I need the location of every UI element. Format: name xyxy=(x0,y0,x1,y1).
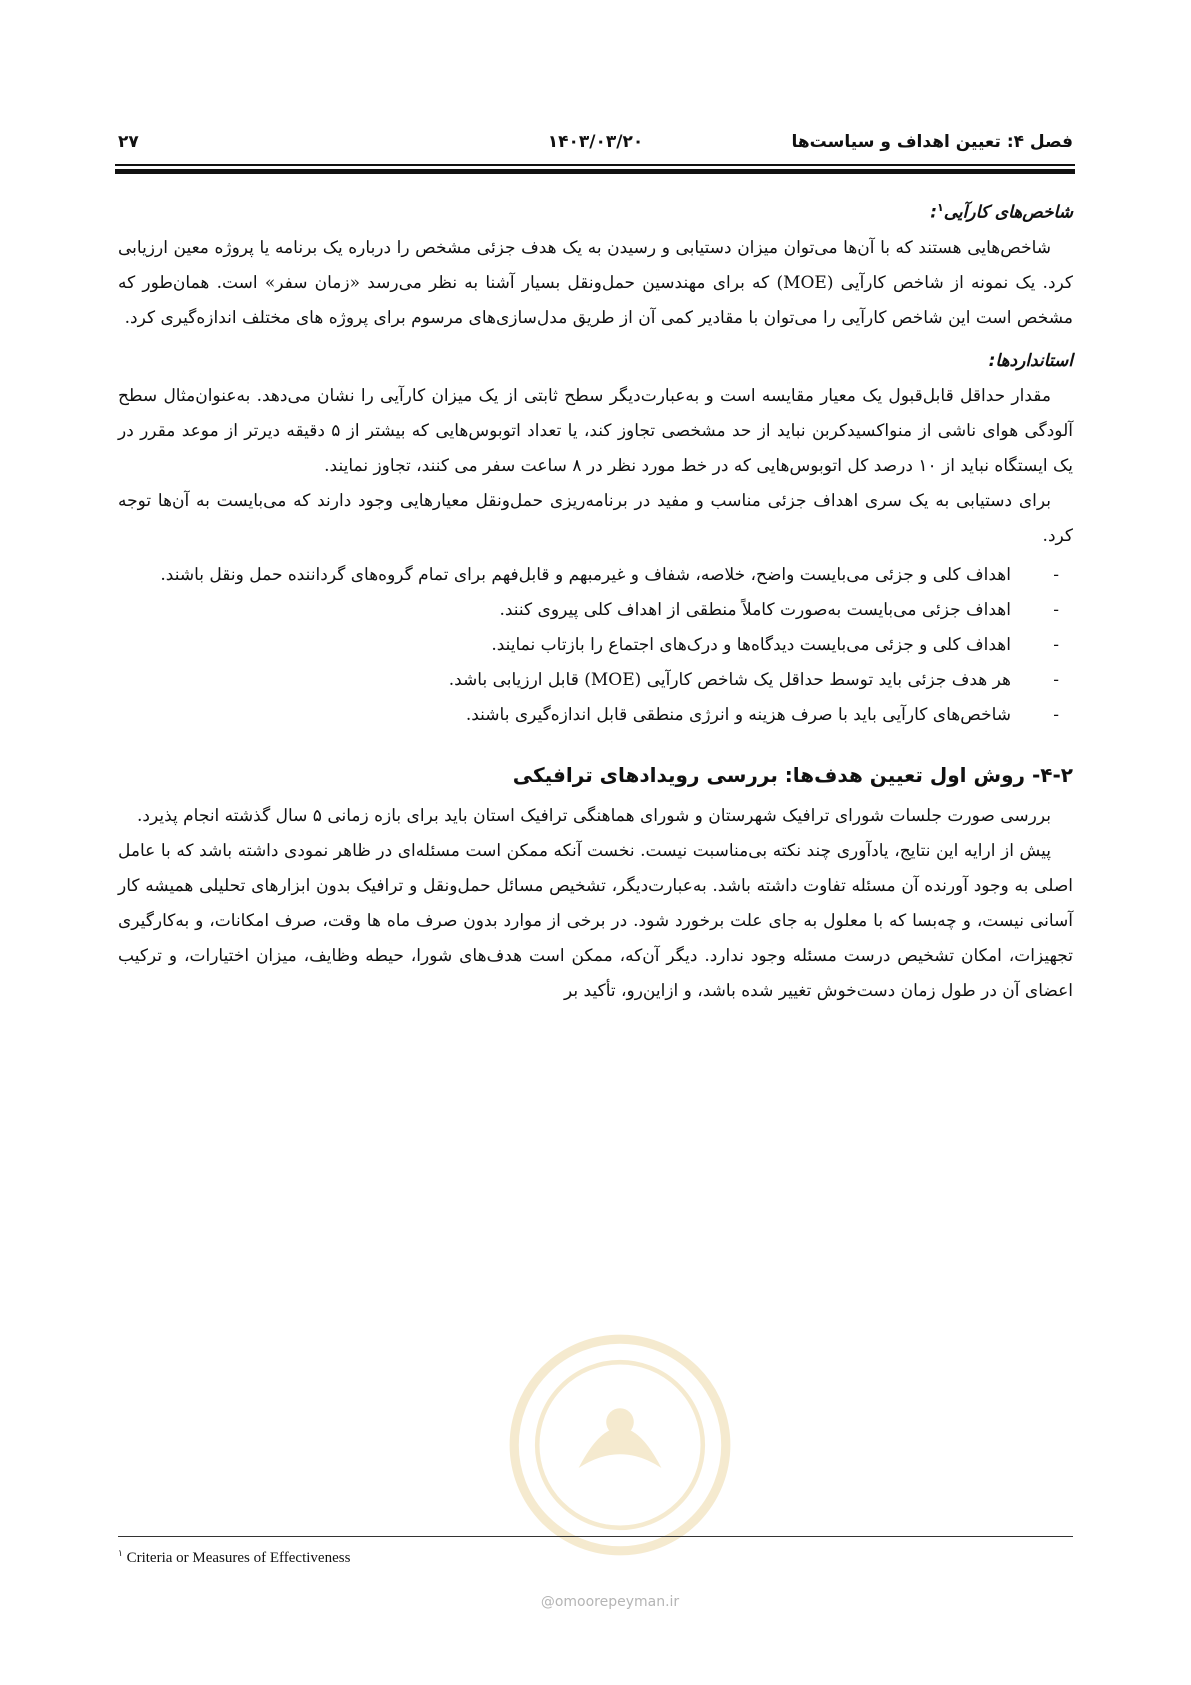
kpi-heading-text: شاخص‌های کارآیی xyxy=(943,202,1073,223)
section-title: ۴-۲- روش اول تعیین هدف‌ها: بررسی رویدادهای ترافیکی xyxy=(512,762,1073,787)
footnote-reference[interactable]: ۱ xyxy=(937,201,944,214)
page-number: ۲۷ xyxy=(118,132,139,152)
list-item: - اهداف کلی و جزئی می‌بایست دیدگاه‌ها و درک‌های اجتماع را بازتاب نمایند. xyxy=(118,628,1073,663)
kpi-heading xyxy=(118,190,1073,231)
header-rule-thin xyxy=(115,164,1075,166)
list-item: - اهداف کلی و جزئی می‌بایست واضح، خلاصه، شفاف و غیرمبهم و قابل‌فهم برای تمام گروه‌های گرداننده حمل ونقل باشند. xyxy=(118,558,1073,593)
kpi-heading-colon: : xyxy=(930,202,938,223)
footnote-text: Criteria or Measures of Effectiveness xyxy=(122,1550,351,1566)
standards-heading: استانداردها: xyxy=(988,350,1073,371)
header-date: ۱۴۰۳/۰۳/۲۰ xyxy=(547,132,644,152)
page-header xyxy=(118,128,1073,158)
kpi-paragraph: شاخص‌هایی هستند که با آن‌ها می‌توان میزان دستیابی و رسیدن به یک هدف جزئی مشخص را درباره یک برنامه یا پروژه معین ارزیابی کرد. یک نمونه از شاخص کارآیی (MOE) که برای مهندسین حمل‌ونقل بسیار آشنا به نظر می‌رسد «زمان سفر» است. همان‌طور که مشخص است این شاخص کارآیی را می‌توان با مقادیر کمی آن از طریق مدل‌سازی‌های مرسوم برای پروژه های مختلف اندازه‌گیری کرد. xyxy=(118,237,1073,328)
list-item: - شاخص‌های کارآیی باید با صرف هزینه و انرژی منطقی قابل اندازه‌گیری باشند. xyxy=(118,698,1073,733)
standards-paragraph-2: برای دستیابی به یک سری اهداف جزئی مناسب و مفید در برنامه‌ریزی حمل‌ونقل معیارهایی وجود دارند که می‌بایست به آن‌ها توجه کرد. xyxy=(118,490,1073,546)
header-rule-thick xyxy=(115,169,1075,174)
main-content xyxy=(118,182,1073,1009)
list-item: - اهداف جزئی می‌بایست به‌صورت کاملاً منطقی از اهداف کلی پیروی کنند. xyxy=(118,593,1073,628)
list-item: - هر هدف جزئی باید توسط حداقل یک شاخص کارآیی (MOE) قابل ارزیابی باشد. xyxy=(118,663,1073,698)
criteria-list xyxy=(118,558,1073,733)
watermark-text: @omoorepeyman.ir xyxy=(540,1594,680,1610)
chapter-title: فصل ۴: تعیین اهداف و سیاست‌ها xyxy=(791,132,1073,152)
method1-paragraph-1: بررسی صورت جلسات شورای ترافیک شهرستان و شورای هماهنگی ترافیک استان باید برای بازه زمانی ۵ سال گذشته انجام پذیرد. xyxy=(137,805,1051,826)
method1-paragraph-2: پیش از ارایه این نتایج، یادآوری چند نکته بی‌مناسبت نیست. نخست آنکه ممکن است مسئله‌ای در ظاهر نمودی داشته باشد که با عامل اصلی به وجود آورنده آن مسئله تفاوت داشته باشد. به‌عبارت‌دیگر، تشخیص مسائل حمل‌ونقل و ترافیک بدون ابزارهای تحلیلی همیشه کار آسانی نیست، و چه‌بسا که با معلول به جای علت برخورد شود. در برخی از موارد بدون صرف ماه ها وقت، صرف امکانات، و به‌کارگیری تجهیزات، امکان تشخیص درست مسئله وجود ندارد. دیگر آن‌که، ممکن است هدف‌های شورا، حیطه وظایف، میزان اختیارات، و ترکیب اعضای آن در طول زمان دست‌خوش تغییر شده باشد، و ازاین‌رو، تأکید بر xyxy=(118,840,1073,1001)
seal-logo-icon xyxy=(505,1330,735,1560)
standards-paragraph-1: مقدار حداقل قابل‌قبول یک معیار مقایسه است و به‌عبارت‌دیگر سطح ثابتی از یک میزان کارآیی را نشان می‌دهد. به‌عنوان‌مثال سطح آلودگی هوای ناشی از منواکسیدکربن نباید از حد مشخصی تجاوز کند، یا تعداد اتوبوس‌هایی که بیشتر از ۵ دقیقه دیرتر از موعد مقرر در یک ایستگاه نباید از ۱۰ درصد کل اتوبوس‌هایی که در خط مورد نظر در ۸ ساعت سفر می کنند، تجاوز نمایند. xyxy=(118,385,1073,476)
footnote-mark: ۱ xyxy=(118,1548,123,1558)
footnote xyxy=(118,1548,1073,1567)
footnote-rule xyxy=(118,1536,1073,1537)
